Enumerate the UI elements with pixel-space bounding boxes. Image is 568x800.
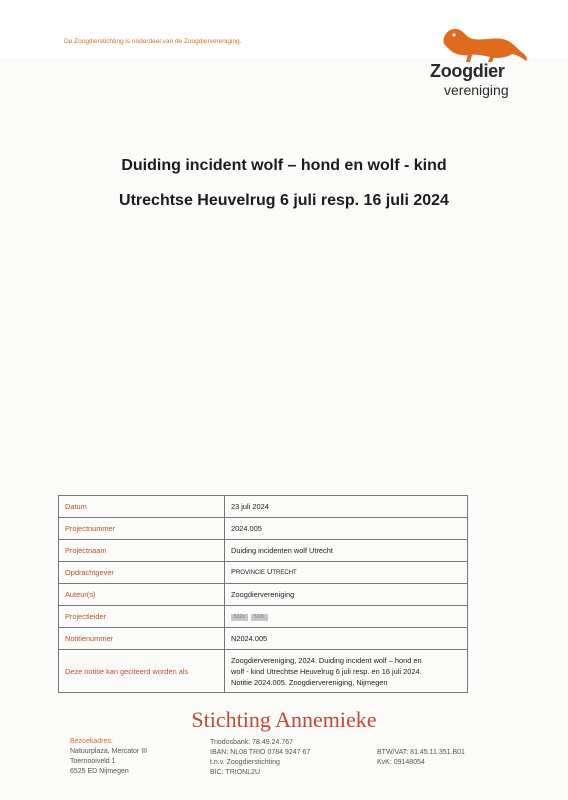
row-value: 2024.005 xyxy=(225,518,468,540)
row-label: Projectnummer xyxy=(59,518,225,540)
row-value: N2024.005 xyxy=(225,628,468,650)
table-row xyxy=(59,650,468,693)
citation-line: Notitie 2024.005. Zoogdiervereniging, Nijmegen xyxy=(231,677,388,687)
metadata-table xyxy=(58,495,468,693)
citation-line: Zoogdiervereniging, 2024. Duiding incident wolf – hond en xyxy=(231,655,422,665)
zoogdiervereniging-logo xyxy=(428,24,534,102)
bank-line: t.n.v. Zoogdierstichting xyxy=(210,759,280,766)
value-part: TRECHT xyxy=(272,570,297,576)
row-value: Zoogdiervereniging xyxy=(225,584,468,606)
citation-line: wolf - kind Utrechtse Heuvelrug 6 juli resp. en 16 juli 2024. xyxy=(231,666,422,676)
footer-registration xyxy=(377,748,465,768)
row-label: Projectleider xyxy=(59,606,225,628)
row-label: Auteur(s) xyxy=(59,584,225,606)
table-row xyxy=(59,496,468,518)
redacted-name: 512x xyxy=(231,614,248,621)
table-row xyxy=(59,584,468,606)
document-title: Duiding incident wolf – hond en wolf - kind xyxy=(121,157,447,174)
value-part: ROVINCIE xyxy=(235,570,265,576)
row-value: 23 juli 2024 xyxy=(225,496,468,518)
header-note: De Zoogdierstichting is onderdeel van de Zoogdiervereniging. xyxy=(64,38,242,45)
row-label: Projectnaam xyxy=(59,540,225,562)
address-line: 6525 ED Nijmegen xyxy=(70,768,129,775)
document-subtitle: Utrechtse Heuvelrug 6 juli resp. 16 juli 2024 xyxy=(119,192,449,209)
row-label: Deze notitie kan geciteerd worden als xyxy=(59,650,225,693)
footer-address xyxy=(70,737,147,777)
table-row xyxy=(59,540,468,562)
row-label: Notitienummer xyxy=(59,628,225,650)
vat-line: BTW/VAT: 81.45.11.351.B01 xyxy=(377,749,465,756)
citation-value xyxy=(225,650,468,693)
kvk-line: KvK: 09148054 xyxy=(377,759,425,766)
address-line: Natuurplaza, Mercator III xyxy=(70,748,148,755)
redacted-name: 512x xyxy=(251,614,268,621)
row-label: Datum xyxy=(59,496,225,518)
address-label: Bezoekadres: xyxy=(70,738,113,745)
stichting-wordmark: Stichting Annemieke xyxy=(191,707,377,732)
table-row xyxy=(59,628,468,650)
row-value: Duiding incidenten wolf Utrecht xyxy=(225,540,468,562)
row-value xyxy=(225,562,468,584)
footer-bank xyxy=(210,738,310,778)
address-line: Toernooiveld 1 xyxy=(70,758,116,765)
logo-text-vereniging: vereniging xyxy=(444,82,509,98)
row-value xyxy=(225,606,468,628)
bank-line: Triodosbank: 78.49.24.767 xyxy=(210,739,294,746)
table-row xyxy=(59,518,468,540)
otter-icon xyxy=(440,24,530,64)
row-label: Opdrachtgever xyxy=(59,562,225,584)
value-part: P xyxy=(231,567,236,576)
value-part: U xyxy=(264,567,273,576)
bank-line: BIC: TRIONL2U xyxy=(210,769,261,776)
table-row xyxy=(59,562,468,584)
bank-line: IBAN: NL08 TRIO 0784 9247 67 xyxy=(210,749,311,756)
table-row xyxy=(59,606,468,628)
logo-text-zoogdier: Zoogdier xyxy=(430,61,505,81)
